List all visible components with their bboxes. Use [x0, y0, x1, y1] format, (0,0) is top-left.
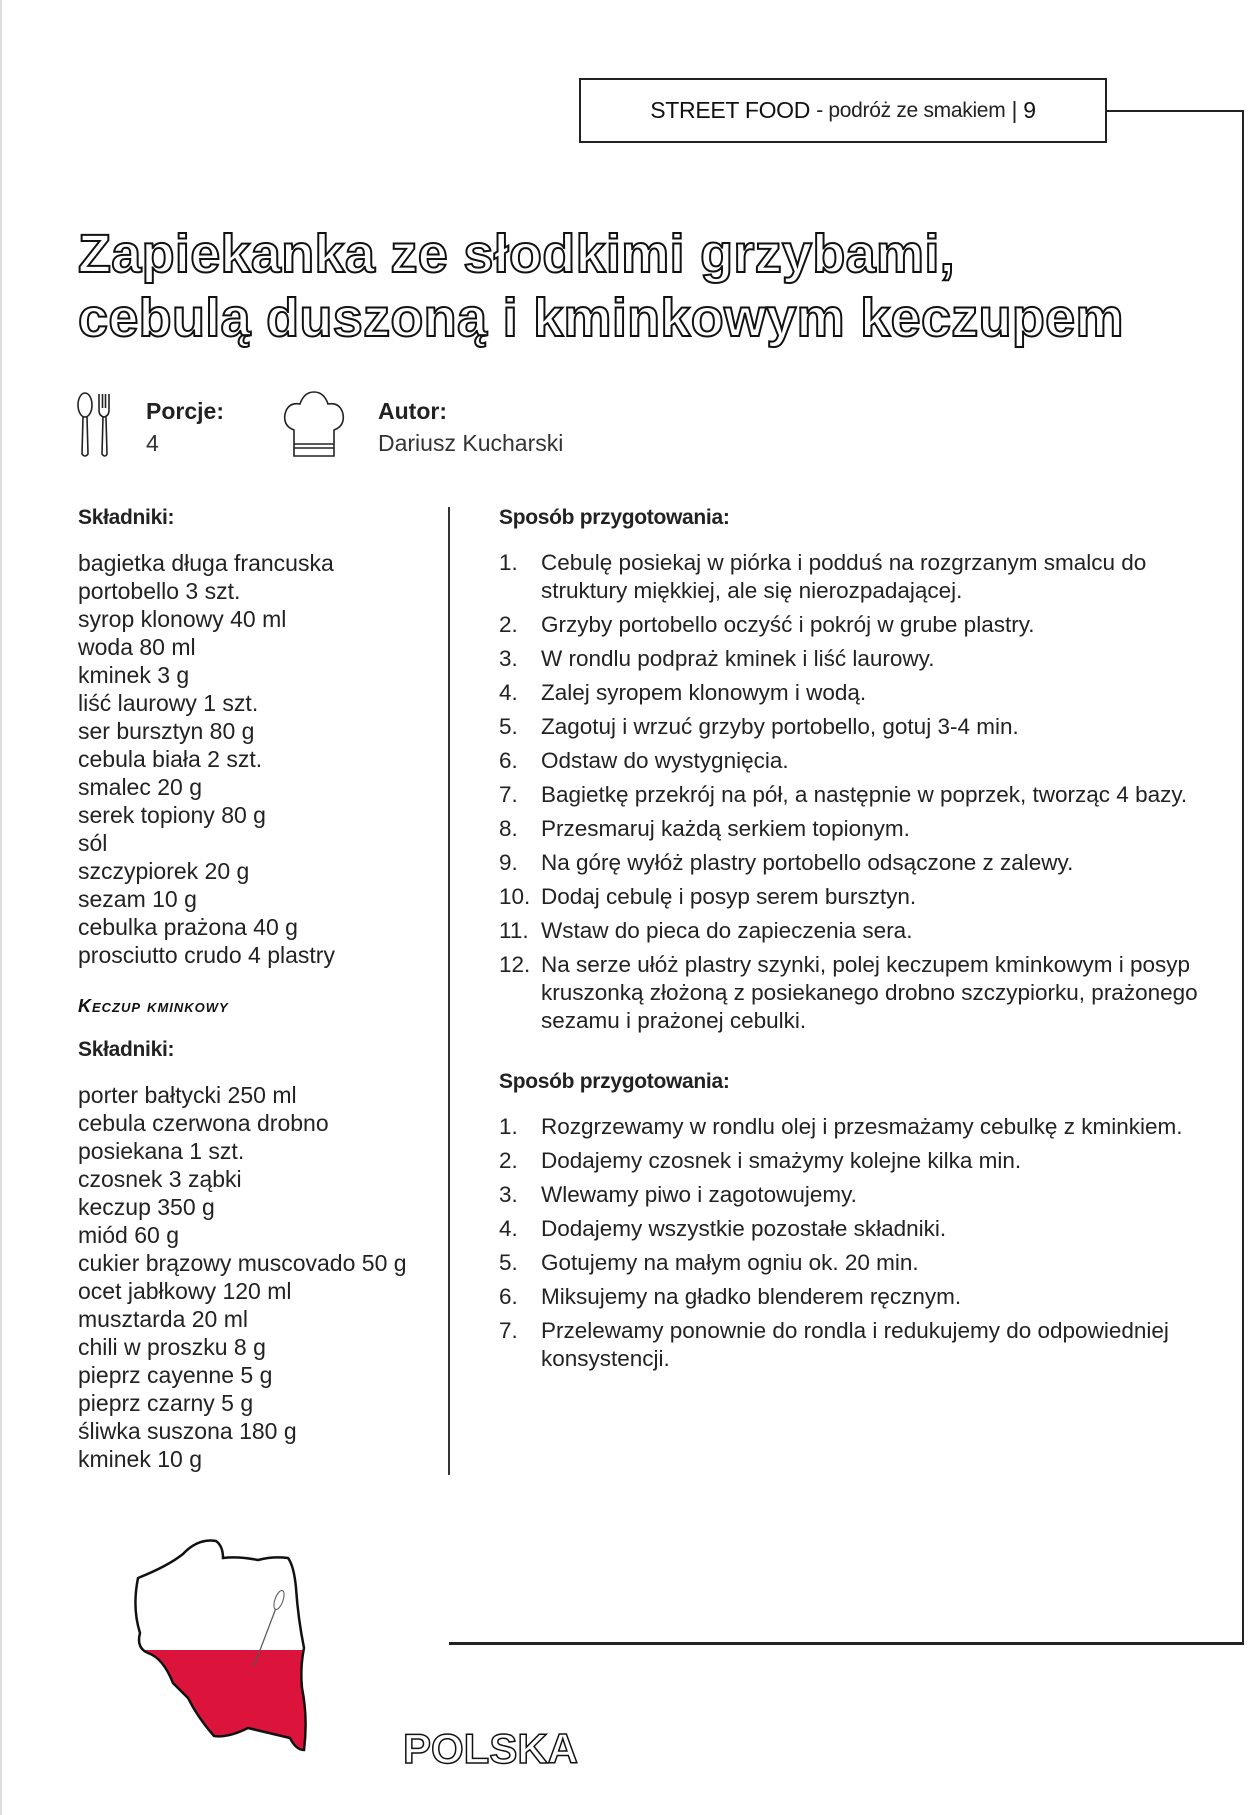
step-text: Wlewamy piwo i zagotowujemy.: [541, 1182, 857, 1207]
ingredient-item: woda 80 ml: [78, 634, 196, 660]
step-item: [499, 1147, 1209, 1175]
author-label: Autor:: [378, 398, 447, 424]
step-text: Odstaw do wystygnięcia.: [541, 748, 789, 773]
step-text: Cebulę posiekaj w piórka i podduś na rozgrzanym smalcu do struktury miękkiej, ale się nierozpadającej.: [541, 550, 1147, 603]
step-text: Wstaw do pieca do zapieczenia sera.: [541, 918, 913, 943]
step-number: 2.: [499, 612, 518, 637]
step-text: Dodajemy wszystkie pozostałe składniki.: [541, 1216, 947, 1241]
ingredient-item: bagietka długa francuska: [78, 550, 334, 576]
ingredients-list: [78, 549, 438, 969]
title-line: Zapiekanka ze słodkimi grzybami,: [78, 224, 955, 284]
ingredient-item: portobello 3 szt.: [78, 578, 241, 604]
step-text: Gotujemy na małym ogniu ok. 20 min.: [541, 1250, 919, 1275]
ingredient-item: musztarda 20 ml: [78, 1306, 249, 1332]
step-number: 12.: [499, 952, 531, 977]
step-number: 1.: [499, 1114, 518, 1139]
flag-white: [128, 1538, 364, 1650]
step-number: 10.: [499, 884, 531, 909]
ingredient-item: sól: [78, 830, 108, 856]
step-item: [499, 849, 1209, 877]
step-number: 8.: [499, 816, 518, 841]
step-text: Rozgrzewamy w rondlu olej i przesmażamy cebulkę z kminkiem.: [541, 1114, 1183, 1139]
ingredient-item: pieprz czarny 5 g: [78, 1390, 254, 1416]
ingredient-item: syrop klonowy 40 ml: [78, 606, 287, 632]
ingredient-item: śliwka suszona 180 g: [78, 1418, 297, 1444]
step-number: 4.: [499, 680, 518, 705]
ingredient-item: cebulka prażona 40 g: [78, 914, 298, 940]
ingredient-item: ser bursztyn 80 g: [78, 718, 255, 744]
ingredient-item: porter bałtycki 250 ml: [78, 1082, 297, 1108]
author-value: Dariusz Kucharski: [378, 430, 564, 456]
page-number: 9: [1023, 97, 1036, 123]
step-item: [499, 917, 1209, 945]
ingredient-item: liść laurowy 1 szt.: [78, 690, 259, 716]
step-item: [499, 1249, 1209, 1277]
step-text: Dodajemy czosnek i smażymy kolejne kilka min.: [541, 1148, 1022, 1173]
step-number: 2.: [499, 1148, 518, 1173]
step-item: [499, 1215, 1209, 1243]
ketchup-method-steps: [499, 1113, 1209, 1373]
step-item: [499, 1181, 1209, 1209]
header-subtitle: - podróż ze smakiem: [816, 98, 1006, 122]
title-line: cebulą duszoną i kminkowym keczupem: [78, 288, 1124, 348]
ingredient-item: keczup 350 g: [78, 1194, 215, 1220]
step-text: Miksujemy na gładko blenderem ręcznym.: [541, 1284, 962, 1309]
step-item: [499, 951, 1209, 1035]
step-text: Na górę wyłóż plastry portobello odsączone z zalewy.: [541, 850, 1074, 875]
ingredient-item: cukier brązowy muscovado 50 g: [78, 1250, 407, 1276]
ingredient-item: miód 60 g: [78, 1222, 180, 1248]
ingredient-item: chili w proszku 8 g: [78, 1334, 266, 1360]
ingredient-item: czosnek 3 ząbki: [78, 1166, 242, 1192]
step-item: [499, 1283, 1209, 1311]
header-series: STREET FOOD: [650, 97, 811, 123]
step-item: [499, 815, 1209, 843]
ingredient-item: pieprz cayenne 5 g: [78, 1362, 273, 1388]
recipe-title: [78, 222, 1228, 350]
ingredient-item: cebula czerwona drobno: [78, 1110, 329, 1136]
ketchup-method-heading: Sposób przygotowania:: [499, 1070, 730, 1093]
method-column: [499, 505, 1209, 1379]
step-item: [499, 611, 1209, 639]
step-item: [499, 713, 1209, 741]
step-item: [499, 781, 1209, 809]
step-text: Grzyby portobello oczyść i pokrój w grube plastry.: [541, 612, 1035, 637]
step-text: Przesmaruj każdą serkiem topionym.: [541, 816, 910, 841]
step-number: 5.: [499, 1250, 518, 1275]
page-edge: [0, 0, 2, 1815]
step-number: 9.: [499, 850, 518, 875]
step-text: Na serze ułóż plastry szynki, polej keczupem kminkowym i posyp kruszonką złożoną z posiekanego drobno szczypiorku, prażonego sezamu i prażonej cebulki.: [541, 952, 1198, 1033]
step-number: 7.: [499, 1318, 518, 1343]
step-number: 3.: [499, 1182, 518, 1207]
ketchup-ingredients-heading: Składniki:: [78, 1038, 175, 1061]
ketchup-ingredients-list: [78, 1081, 438, 1473]
step-item: [499, 549, 1209, 605]
step-number: 11.: [499, 918, 529, 943]
ketchup-heading: Keczup kminkowy: [78, 996, 229, 1016]
step-text: Zalej syropem klonowym i wodą.: [541, 680, 867, 705]
step-item: [499, 747, 1209, 775]
servings-label: Porcje:: [146, 398, 224, 424]
step-text: Bagietkę przekrój na pół, a następnie w poprzek, tworząc 4 bazy.: [541, 782, 1188, 807]
step-number: 5.: [499, 714, 518, 739]
method-heading: Sposób przygotowania:: [499, 506, 730, 529]
step-item: [499, 883, 1209, 911]
step-number: 6.: [499, 748, 518, 773]
ingredient-item: szczypiorek 20 g: [78, 858, 250, 884]
ingredient-item: sezam 10 g: [78, 886, 197, 912]
ingredient-item: ocet jabłkowy 120 ml: [78, 1278, 292, 1304]
header-separator: |: [1011, 97, 1018, 123]
ingredient-item: smalec 20 g: [78, 774, 203, 800]
ingredient-item: posiekana 1 szt.: [78, 1138, 245, 1164]
method-steps: [499, 549, 1209, 1035]
frame-line: [1107, 110, 1244, 112]
step-text: Przelewamy ponownie do rondla i redukujemy do odpowiedniej konsystencji.: [541, 1318, 1169, 1371]
step-text: W rondlu podpraż kminek i liść laurowy.: [541, 646, 935, 671]
step-number: 4.: [499, 1216, 518, 1241]
running-header: [579, 78, 1107, 143]
step-item: [499, 645, 1209, 673]
step-number: 6.: [499, 1284, 518, 1309]
ingredient-item: kminek 3 g: [78, 662, 190, 688]
step-text: Zagotuj i wrzuć grzyby portobello, gotuj 3-4 min.: [541, 714, 1019, 739]
column-divider: [448, 507, 450, 1475]
ingredients-heading: Składniki:: [78, 506, 175, 529]
poland-flag-map-icon: [128, 1538, 364, 1760]
servings-value: 4: [146, 430, 159, 456]
cutlery-icon: [76, 392, 114, 458]
ingredient-item: prosciutto crudo 4 plastry: [78, 942, 335, 968]
ingredient-item: kminek 10 g: [78, 1446, 203, 1472]
frame-line: [449, 1642, 1244, 1645]
step-number: 7.: [499, 782, 518, 807]
step-text: Dodaj cebulę i posyp serem bursztyn.: [541, 884, 917, 909]
ingredient-item: serek topiony 80 g: [78, 802, 266, 828]
ingredients-column: [78, 505, 438, 1473]
step-item: [499, 1317, 1209, 1373]
step-item: [499, 679, 1209, 707]
ingredient-item: cebula biała 2 szt.: [78, 746, 263, 772]
step-number: 1.: [499, 550, 518, 575]
frame-line: [1242, 110, 1244, 1645]
country-label: POLSKA: [403, 1725, 579, 1772]
chef-hat-icon: [282, 390, 346, 458]
step-number: 3.: [499, 646, 518, 671]
step-item: [499, 1113, 1209, 1141]
